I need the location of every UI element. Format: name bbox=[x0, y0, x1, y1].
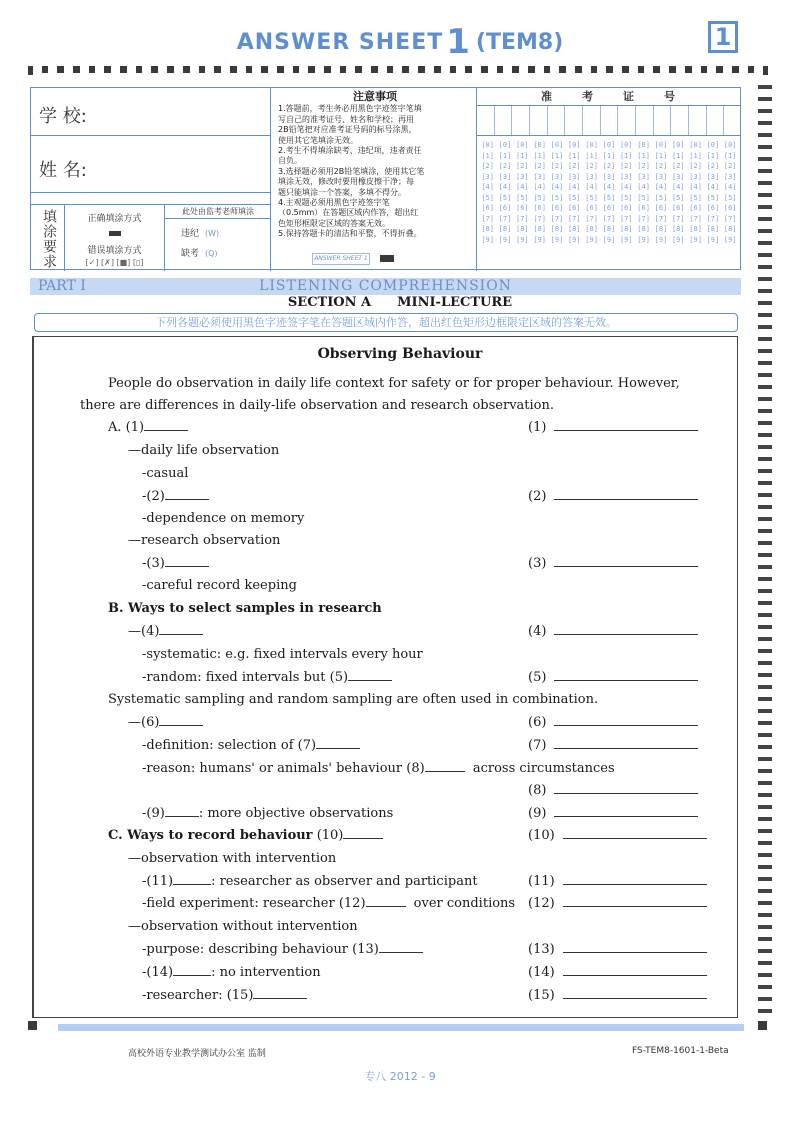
outline-line: A. (1) bbox=[108, 420, 188, 435]
digit-bubble[interactable]: [5] bbox=[723, 193, 737, 202]
digit-bubble[interactable]: [7] bbox=[515, 214, 529, 223]
digit-column[interactable] bbox=[635, 140, 652, 245]
digit-bubble[interactable]: [8] bbox=[602, 225, 616, 233]
digit-bubble[interactable]: [4] bbox=[585, 183, 598, 191]
wrong-fill-examples: [✓] [✗] [■] [▯] bbox=[85, 258, 144, 267]
exam-number-grid bbox=[477, 88, 741, 271]
digit-bubble[interactable]: [2] bbox=[602, 162, 616, 170]
outline-line: -dependence on memory bbox=[142, 511, 305, 526]
digit-bubble[interactable]: [7] bbox=[637, 214, 650, 223]
digit-bubble[interactable]: [8] bbox=[706, 225, 720, 233]
title-suffix: (TEM8) bbox=[475, 30, 564, 55]
digit-bubble[interactable]: [9] bbox=[671, 235, 685, 244]
digit-bubble[interactable]: [2] bbox=[481, 162, 494, 170]
digit-bubble[interactable]: [4] bbox=[654, 183, 668, 191]
outline-line: -researcher: (15) bbox=[142, 988, 307, 1003]
digit-column[interactable] bbox=[531, 140, 548, 245]
absent-bubble[interactable]: (Q) bbox=[205, 249, 218, 258]
digit-bubble[interactable]: [9] bbox=[567, 235, 581, 244]
digit-bubble[interactable]: [2] bbox=[585, 162, 598, 170]
digit-bubble[interactable]: [5] bbox=[585, 193, 598, 202]
digit-bubble[interactable]: [4] bbox=[671, 183, 685, 191]
answer-blank-4[interactable]: (4) bbox=[528, 624, 698, 639]
passage-title: Observing Behaviour bbox=[317, 346, 483, 362]
answer-blank-5[interactable]: (5) bbox=[528, 670, 698, 685]
outline-line: -(9) : more objective observations bbox=[142, 806, 394, 821]
title-number: 1 bbox=[446, 22, 470, 62]
violation-bubble[interactable]: (W) bbox=[205, 229, 220, 238]
correct-fill-label: 正确填涂方式 bbox=[87, 214, 142, 224]
answer-blank-7[interactable]: (7) bbox=[528, 738, 698, 753]
digit-bubble[interactable]: [5] bbox=[689, 193, 702, 202]
digit-bubble[interactable]: [5] bbox=[619, 193, 633, 202]
digit-bubble[interactable]: [4] bbox=[602, 183, 616, 191]
timing-marks-top bbox=[28, 66, 768, 74]
digit-bubble[interactable]: [0] bbox=[619, 141, 633, 149]
digit-bubble[interactable]: [7] bbox=[481, 214, 494, 223]
digit-bubble[interactable]: [0] bbox=[706, 141, 720, 149]
digit-bubble[interactable]: [5] bbox=[481, 193, 494, 202]
answer-blank-1[interactable]: (1) bbox=[528, 420, 698, 435]
digit-bubble[interactable]: [6] bbox=[585, 204, 598, 212]
correct-fill-mark bbox=[109, 231, 121, 236]
fill-requirements bbox=[31, 205, 271, 271]
digit-bubble[interactable]: [1] bbox=[550, 151, 564, 160]
digit-bubble[interactable]: [4] bbox=[481, 183, 494, 191]
digit-bubble[interactable]: [0] bbox=[498, 141, 512, 149]
digit-bubble[interactable]: [9] bbox=[706, 235, 720, 244]
digit-bubble[interactable]: [0] bbox=[654, 141, 668, 149]
digit-bubble[interactable]: [6] bbox=[619, 204, 633, 212]
spacer bbox=[31, 193, 271, 205]
outline-line: -purpose: describing behaviour (13) bbox=[142, 942, 423, 957]
digit-bubble[interactable]: [5] bbox=[637, 193, 650, 202]
digit-bubble[interactable]: [4] bbox=[706, 183, 720, 191]
digit-bubble[interactable]: [8] bbox=[585, 225, 598, 233]
notice-line: 3.选择题必须用2B铅笔填涂，使用其它笔 bbox=[278, 166, 425, 176]
digit-bubble[interactable]: [2] bbox=[637, 162, 650, 170]
digit-bubble[interactable]: [7] bbox=[602, 214, 616, 223]
outline-line: -definition: selection of (7) bbox=[142, 738, 360, 753]
digit-bubble[interactable]: [8] bbox=[654, 225, 668, 233]
name-field[interactable] bbox=[31, 148, 271, 193]
outline-line: -field experiment: researcher (12) over conditions bbox=[142, 896, 516, 911]
digit-bubble[interactable]: [3] bbox=[619, 172, 633, 181]
sheet-tag: ANSWER SHEET 1 bbox=[312, 253, 370, 265]
digit-bubble[interactable]: [8] bbox=[619, 225, 633, 233]
digit-bubble[interactable]: [3] bbox=[671, 172, 685, 181]
answer-blank-6[interactable]: (6) bbox=[528, 715, 698, 730]
digit-bubble[interactable]: [9] bbox=[515, 235, 529, 244]
digit-bubble[interactable]: [3] bbox=[533, 172, 546, 181]
digit-bubble[interactable]: [2] bbox=[619, 162, 633, 170]
notice-line: 2.考生不得填涂缺考、违纪项，违者责任 bbox=[278, 146, 422, 156]
section-heading bbox=[0, 295, 800, 310]
notice-line: 2B铅笔把对应准考证号码的标号涂黑， bbox=[278, 125, 417, 135]
notice-title: 注意事项 bbox=[353, 90, 397, 103]
digit-bubble[interactable]: [3] bbox=[481, 172, 494, 181]
outline-line: —research observation bbox=[128, 533, 281, 548]
candidate-info-panel bbox=[30, 87, 741, 270]
part-label: PART I bbox=[38, 278, 86, 294]
digit-bubble[interactable]: [4] bbox=[498, 183, 512, 191]
digit-bubble[interactable]: [4] bbox=[533, 183, 546, 191]
digit-bubble[interactable]: [6] bbox=[637, 204, 650, 212]
digit-bubble[interactable]: [7] bbox=[533, 214, 546, 223]
digit-bubble[interactable]: [9] bbox=[637, 235, 650, 244]
digit-bubble[interactable]: [0] bbox=[585, 141, 598, 149]
digit-bubble[interactable]: [1] bbox=[654, 151, 668, 160]
digit-bubble[interactable]: [6] bbox=[481, 204, 494, 212]
digit-column[interactable] bbox=[496, 140, 513, 245]
digit-bubble[interactable]: [2] bbox=[723, 162, 737, 170]
digit-bubble[interactable]: [3] bbox=[585, 172, 598, 181]
outline-line: -(2) bbox=[142, 489, 209, 504]
digit-bubble[interactable]: [3] bbox=[706, 172, 720, 181]
digit-bubble[interactable]: [7] bbox=[654, 214, 668, 223]
timing-marks-side bbox=[758, 85, 772, 1015]
footer-left: 高校外语专业教学测试办公室 监制 bbox=[128, 1049, 266, 1059]
digit-column[interactable] bbox=[618, 140, 635, 245]
digit-bubble[interactable]: [9] bbox=[585, 235, 598, 244]
bottom-bar bbox=[58, 1024, 744, 1031]
corner-mark bbox=[758, 1021, 767, 1030]
digit-bubble[interactable]: [1] bbox=[585, 151, 598, 160]
violation-label: 违纪 bbox=[181, 229, 200, 239]
digit-bubble[interactable]: [9] bbox=[619, 235, 633, 244]
notice-line: 写自己的准考证号、姓名和学校；再用 bbox=[278, 114, 414, 124]
notice-line: 5.保持答题卡的清洁和平整，不得折叠。 bbox=[278, 229, 422, 239]
digit-bubble[interactable]: [1] bbox=[533, 151, 546, 160]
digit-bubble[interactable]: [4] bbox=[515, 183, 529, 191]
digit-bubble[interactable]: [5] bbox=[567, 193, 581, 202]
name-label: 姓 名: bbox=[39, 160, 87, 181]
digit-bubble[interactable]: [5] bbox=[706, 193, 720, 202]
digit-bubble[interactable]: [1] bbox=[619, 151, 633, 160]
digit-bubble[interactable]: [9] bbox=[550, 235, 564, 244]
outline-line: -(11) : researcher as observer and participant bbox=[142, 874, 478, 889]
digit-bubble[interactable]: [9] bbox=[723, 235, 737, 244]
digit-bubble[interactable]: [8] bbox=[723, 225, 737, 233]
digit-bubble[interactable]: [0] bbox=[515, 141, 529, 149]
digit-bubble[interactable]: [4] bbox=[637, 183, 650, 191]
digit-bubble[interactable]: [4] bbox=[550, 183, 564, 191]
digit-bubble[interactable]: [0] bbox=[689, 141, 702, 149]
digit-bubble[interactable]: [7] bbox=[706, 214, 720, 223]
digit-bubble[interactable]: [9] bbox=[498, 235, 512, 244]
digit-bubble[interactable]: [1] bbox=[723, 151, 737, 160]
sheet-title bbox=[0, 22, 800, 62]
digit-bubble[interactable]: [7] bbox=[585, 214, 598, 223]
digit-bubble[interactable]: [1] bbox=[689, 151, 702, 160]
proctor-area bbox=[165, 205, 271, 271]
digit-column[interactable] bbox=[479, 140, 496, 245]
digit-bubble[interactable]: [6] bbox=[498, 204, 512, 212]
digit-bubble[interactable]: [8] bbox=[515, 225, 529, 233]
digit-bubble[interactable]: [6] bbox=[602, 204, 616, 212]
digit-bubble[interactable]: [9] bbox=[481, 235, 494, 244]
exam-number-cells[interactable] bbox=[477, 106, 741, 136]
answer-blank-14[interactable]: (14) bbox=[528, 965, 707, 980]
section-title: MINI-LECTURE bbox=[397, 295, 513, 310]
digit-bubble[interactable]: [8] bbox=[671, 225, 685, 233]
digit-bubble[interactable]: [6] bbox=[515, 204, 529, 212]
outline-line: -random: fixed intervals but (5) bbox=[142, 670, 392, 685]
answer-blank-8[interactable]: (8) bbox=[528, 783, 698, 798]
violation-option[interactable] bbox=[165, 226, 271, 239]
notice-line: 题只能填涂一个答案，多填不得分。 bbox=[278, 187, 406, 197]
intro-line: People do observation in daily life context for safety or for proper behaviour. However, bbox=[108, 376, 680, 391]
digit-bubble[interactable]: [0] bbox=[637, 141, 650, 149]
digit-bubble[interactable]: [6] bbox=[706, 204, 720, 212]
digit-bubble[interactable]: [3] bbox=[515, 172, 529, 181]
digit-bubble[interactable]: [7] bbox=[723, 214, 737, 223]
intro-line: there are differences in daily-life observation and research observation. bbox=[80, 398, 554, 413]
digit-bubble[interactable]: [6] bbox=[654, 204, 668, 212]
answer-blank-3[interactable]: (3) bbox=[528, 556, 698, 571]
digit-column[interactable] bbox=[548, 140, 565, 245]
digit-bubble[interactable]: [4] bbox=[689, 183, 702, 191]
digit-bubble[interactable]: [6] bbox=[567, 204, 581, 212]
digit-bubble[interactable]: [5] bbox=[550, 193, 564, 202]
notice-line: 自负。 bbox=[278, 156, 302, 166]
digit-bubble[interactable]: [0] bbox=[481, 141, 494, 149]
outline-line: -(3) bbox=[142, 556, 209, 571]
digit-bubble[interactable]: [3] bbox=[654, 172, 668, 181]
digit-bubble[interactable]: [6] bbox=[533, 204, 546, 212]
digit-bubble[interactable]: [3] bbox=[637, 172, 650, 181]
digit-bubble[interactable]: [3] bbox=[550, 172, 564, 181]
answer-blank-15[interactable]: (15) bbox=[528, 988, 707, 1003]
digit-bubble[interactable]: [7] bbox=[671, 214, 685, 223]
digit-bubble[interactable]: [9] bbox=[533, 235, 546, 244]
digit-bubble[interactable]: [9] bbox=[602, 235, 616, 244]
digit-bubble[interactable]: [6] bbox=[689, 204, 702, 212]
digit-bubble[interactable]: [2] bbox=[671, 162, 685, 170]
digit-bubbles[interactable] bbox=[477, 136, 741, 245]
fill-examples bbox=[65, 205, 165, 271]
digit-bubble[interactable]: [2] bbox=[533, 162, 546, 170]
digit-bubble[interactable]: [1] bbox=[567, 151, 581, 160]
answer-blank-2[interactable]: (2) bbox=[528, 489, 698, 504]
outline-line: —observation without intervention bbox=[128, 919, 358, 934]
digit-bubble[interactable]: [3] bbox=[602, 172, 616, 181]
digit-bubble[interactable]: [3] bbox=[567, 172, 581, 181]
digit-bubble[interactable]: [0] bbox=[533, 141, 546, 149]
instruction-banner: 下列各题必须使用黑色字迹签字笔在答题区域内作答，超出红色矩形边框限定区域的答案无效。 bbox=[34, 313, 738, 332]
digit-bubble[interactable]: [5] bbox=[671, 193, 685, 202]
answer-blank-13[interactable]: (13) bbox=[528, 942, 707, 957]
part-bar bbox=[30, 278, 741, 295]
digit-bubble[interactable]: [2] bbox=[689, 162, 702, 170]
digit-column[interactable] bbox=[583, 140, 600, 245]
notice-line: 填涂无效，修改时要用橡皮擦干净；每 bbox=[278, 177, 414, 187]
digit-bubble[interactable]: [0] bbox=[602, 141, 616, 149]
digit-column[interactable] bbox=[514, 140, 531, 245]
digit-bubble[interactable]: [6] bbox=[723, 204, 737, 212]
answer-blank-12[interactable]: (12) bbox=[528, 896, 707, 911]
digit-bubble[interactable]: [6] bbox=[671, 204, 685, 212]
digit-bubble[interactable]: [6] bbox=[550, 204, 564, 212]
digit-bubble[interactable]: [3] bbox=[689, 172, 702, 181]
digit-column[interactable] bbox=[704, 140, 721, 245]
digit-bubble[interactable]: [5] bbox=[654, 193, 668, 202]
digit-bubble[interactable]: [7] bbox=[619, 214, 633, 223]
outline-line: -systematic: e.g. fixed intervals every hour bbox=[142, 647, 423, 662]
digit-bubble[interactable]: [4] bbox=[723, 183, 737, 191]
corner-mark bbox=[28, 1021, 37, 1030]
digit-bubble[interactable]: [9] bbox=[689, 235, 702, 244]
sheet-mark bbox=[380, 255, 394, 262]
digit-bubble[interactable]: [0] bbox=[567, 141, 581, 149]
digit-bubble[interactable]: [8] bbox=[567, 225, 581, 233]
digit-bubble[interactable]: [0] bbox=[550, 141, 564, 149]
answer-blank-11[interactable]: (11) bbox=[528, 874, 707, 889]
digit-bubble[interactable]: [4] bbox=[619, 183, 633, 191]
digit-bubble[interactable]: [1] bbox=[515, 151, 529, 160]
title-prefix: ANSWER SHEET bbox=[236, 30, 444, 55]
digit-column[interactable] bbox=[652, 140, 669, 245]
outline-line: -casual bbox=[142, 466, 189, 481]
outline-line: —(6) bbox=[128, 715, 203, 730]
exam-number-title: 准考证号 bbox=[477, 88, 741, 106]
footer-center: 专八 2012 - 9 bbox=[364, 1070, 436, 1083]
digit-bubble[interactable]: [1] bbox=[706, 151, 720, 160]
digit-bubble[interactable]: [2] bbox=[654, 162, 668, 170]
digit-bubble[interactable]: [8] bbox=[689, 225, 702, 233]
page-number-box: 1 bbox=[708, 21, 738, 53]
digit-bubble[interactable]: [0] bbox=[671, 141, 685, 149]
outline-heading: B. Ways to select samples in research bbox=[108, 601, 382, 616]
digit-bubble[interactable]: [9] bbox=[654, 235, 668, 244]
notice-panel bbox=[272, 88, 477, 271]
notice-line: 使用其它笔填涂无效。 bbox=[278, 135, 358, 145]
part-title: LISTENING COMPREHENSION bbox=[259, 278, 512, 294]
digit-bubble[interactable]: [0] bbox=[723, 141, 737, 149]
digit-bubble[interactable]: [1] bbox=[481, 151, 494, 160]
outline-line: —daily life observation bbox=[128, 443, 280, 458]
notice-line: 4.主观题必须用黑色字迹签字笔 bbox=[278, 198, 390, 208]
school-field[interactable] bbox=[31, 88, 271, 136]
notice-line: 色矩形框限定区域的答案无效。 bbox=[278, 218, 390, 228]
digit-bubble[interactable]: [7] bbox=[689, 214, 702, 223]
digit-bubble[interactable]: [2] bbox=[515, 162, 529, 170]
spacer bbox=[31, 136, 271, 148]
digit-bubble[interactable]: [8] bbox=[533, 225, 546, 233]
digit-bubble[interactable]: [5] bbox=[498, 193, 512, 202]
digit-bubble[interactable]: [5] bbox=[533, 193, 546, 202]
school-label: 学 校: bbox=[39, 106, 87, 127]
digit-column[interactable] bbox=[600, 140, 617, 245]
notice-line: （0.5mm）在答题区域内作答，超出红 bbox=[278, 208, 419, 218]
digit-bubble[interactable]: [2] bbox=[550, 162, 564, 170]
digit-bubble[interactable]: [2] bbox=[498, 162, 512, 170]
answer-blank-9[interactable]: (9) bbox=[528, 806, 698, 821]
wrong-fill-label: 错误填涂方式 bbox=[87, 246, 142, 256]
outline-line: —(4) bbox=[128, 624, 203, 639]
outline-line: —observation with intervention bbox=[128, 851, 337, 866]
digit-bubble[interactable]: [3] bbox=[723, 172, 737, 181]
outline-line: Systematic sampling and random sampling are often used in combination. bbox=[108, 692, 599, 707]
footer-right: FS-TEM8-1601-1-Beta bbox=[632, 1046, 729, 1056]
digit-bubble[interactable]: [8] bbox=[550, 225, 564, 233]
digit-bubble[interactable]: [1] bbox=[498, 151, 512, 160]
digit-bubble[interactable]: [5] bbox=[602, 193, 616, 202]
digit-bubble[interactable]: [8] bbox=[481, 225, 494, 233]
digit-column[interactable] bbox=[687, 140, 704, 245]
digit-bubble[interactable]: [4] bbox=[567, 183, 581, 191]
proctor-title: 此处由监考老师填涂 bbox=[165, 205, 271, 219]
digit-bubble[interactable]: [5] bbox=[515, 193, 529, 202]
answer-blank-10[interactable]: (10) bbox=[528, 828, 707, 843]
digit-bubble[interactable]: [7] bbox=[567, 214, 581, 223]
outline-heading: C. Ways to record behaviour (10) bbox=[108, 828, 383, 843]
absent-label: 缺考 bbox=[181, 249, 200, 259]
digit-bubble[interactable]: [2] bbox=[567, 162, 581, 170]
outline-line: -(14) : no intervention bbox=[142, 965, 321, 980]
digit-bubble[interactable]: [1] bbox=[637, 151, 650, 160]
outline-line: -careful record keeping bbox=[142, 578, 297, 593]
digit-bubble[interactable]: [8] bbox=[498, 225, 512, 233]
digit-bubble[interactable]: [1] bbox=[671, 151, 685, 160]
digit-bubble[interactable]: [8] bbox=[637, 225, 650, 233]
fill-req-title: 填涂要求 bbox=[31, 205, 65, 271]
digit-column[interactable] bbox=[566, 140, 583, 245]
notice-line: 1.答题前，考生务必用黑色字迹签字笔填 bbox=[278, 104, 422, 114]
digit-bubble[interactable]: [3] bbox=[498, 172, 512, 181]
digit-column[interactable] bbox=[670, 140, 687, 245]
digit-column[interactable] bbox=[722, 140, 739, 245]
digit-bubble[interactable]: [7] bbox=[550, 214, 564, 223]
digit-bubble[interactable]: [7] bbox=[498, 214, 512, 223]
digit-bubble[interactable]: [2] bbox=[706, 162, 720, 170]
absent-option[interactable] bbox=[165, 246, 271, 259]
digit-bubble[interactable]: [1] bbox=[602, 151, 616, 160]
section-label: SECTION A bbox=[287, 295, 372, 310]
outline-line: -reason: humans' or animals' behaviour (8) across circumstances bbox=[142, 761, 615, 776]
